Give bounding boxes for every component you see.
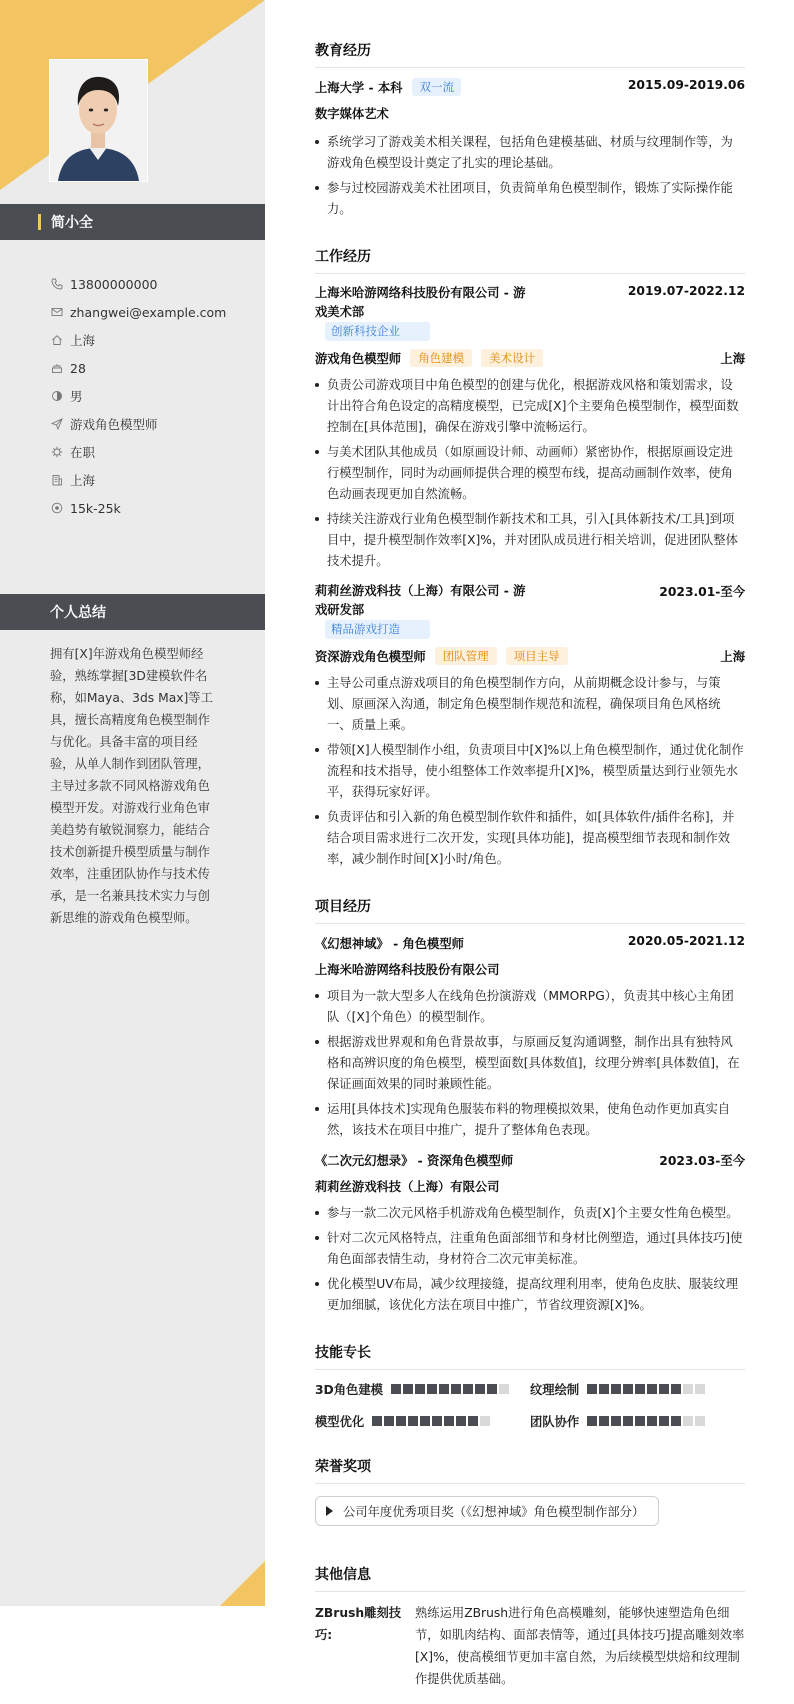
- skill-tag: 美术设计: [481, 349, 543, 367]
- project-name: 《幻想神域》 - 角色模型师: [315, 937, 464, 951]
- skill-level-bar: [391, 1384, 509, 1394]
- other-item: [315, 1602, 745, 1690]
- job-location: 上海: [720, 650, 745, 664]
- job-date: 2023.01-至今: [659, 585, 745, 599]
- skill-level-bar: [587, 1416, 705, 1426]
- skill-block-filled: [403, 1384, 413, 1394]
- skill-block-empty: [499, 1384, 509, 1394]
- project-header: [315, 1151, 745, 1169]
- salary-icon: [50, 501, 64, 515]
- main-content: [315, 28, 745, 1704]
- contact-location: [50, 326, 260, 354]
- skill-block-filled: [623, 1384, 633, 1394]
- role-row: [315, 349, 745, 367]
- education-bullets: [315, 132, 745, 220]
- list-item: 参与过校园游戏美术社团项目，负责简单角色模型制作，锻炼了实际操作能力。: [315, 178, 745, 220]
- home-icon: [50, 333, 64, 347]
- contact-status: [50, 438, 260, 466]
- list-item: 持续关注游戏行业角色模型制作新技术和工具，引入[具体新技术/工具]到项目中，提升模型制作效率[X]%，并对团队成员进行相关培训，促进团队整体技术提升。: [315, 509, 745, 572]
- skill-block-filled: [451, 1384, 461, 1394]
- list-item: 参与一款二次元风格手机游戏角色模型制作，负责[X]个主要女性角色模型。: [315, 1203, 745, 1224]
- skill-name: 3D角色建模: [315, 1383, 383, 1397]
- project-bullets: [315, 986, 745, 1141]
- skill-block-filled: [372, 1416, 382, 1426]
- phone-icon: [50, 277, 64, 291]
- skill-block-filled: [623, 1416, 633, 1426]
- accent-mark: [38, 214, 41, 230]
- list-item: 主导公司重点游戏项目的角色模型制作方向，从前期概念设计参与，与策划、原画深入沟通，制定角色模型制作规范和流程，确保项目角色风格统一、质量上乘。: [315, 673, 745, 736]
- skill-block-empty: [683, 1416, 693, 1426]
- list-item: 系统学习了游戏美术相关课程，包括角色建模基础、材质与纹理制作等，为游戏角色模型设计奠定了扎实的理论基础。: [315, 132, 745, 174]
- work-section: [315, 234, 745, 870]
- contact-text: 男: [70, 389, 83, 404]
- skill-item: [530, 1412, 745, 1430]
- skill-tag: 团队管理: [435, 647, 497, 665]
- other-key: ZBrush雕刻技巧:: [315, 1606, 402, 1642]
- skill-block-empty: [695, 1384, 705, 1394]
- list-item: 与美术团队其他成员（如原画设计师、动画师）紧密协作，根据原画设定进行模型制作，同时为动画师提供合理的模型布线，提高动画制作效率，使角色动画表现更加自然流畅。: [315, 442, 745, 505]
- skill-block-filled: [444, 1416, 454, 1426]
- skill-block-filled: [659, 1384, 669, 1394]
- contact-gender: [50, 382, 260, 410]
- education-date: 2015.09-2019.06: [627, 78, 745, 92]
- other-section: [315, 1552, 745, 1690]
- project-company: 上海米哈游网络科技股份有限公司: [315, 963, 500, 977]
- project-name: 《二次元幻想录》 - 资深角色模型师: [315, 1154, 514, 1168]
- skill-block-filled: [671, 1384, 681, 1394]
- skill-item: [315, 1412, 530, 1430]
- projects-section: [315, 884, 745, 1316]
- contact-position: [50, 410, 260, 438]
- skill-block-filled: [647, 1384, 657, 1394]
- job-entry: [315, 582, 745, 870]
- contact-email: [50, 298, 260, 326]
- section-title: 教育经历: [315, 28, 745, 68]
- skill-item: [530, 1380, 745, 1398]
- company-name: 上海米哈游网络科技股份有限公司 - 游戏美术部: [315, 286, 526, 319]
- skills-grid: [315, 1380, 745, 1430]
- skill-block-filled: [396, 1416, 406, 1426]
- candidate-name: 简小全: [51, 215, 93, 231]
- list-item: 针对二次元风格特点，注重角色面部细节和身材比例塑造，通过[具体技巧]使角色面部表情生动，身材符合二次元审美标准。: [315, 1228, 745, 1270]
- skill-level-bar: [372, 1416, 490, 1426]
- job-entry: [315, 284, 745, 572]
- skill-block-filled: [475, 1384, 485, 1394]
- skill-block-filled: [408, 1416, 418, 1426]
- awards-section: [315, 1444, 745, 1538]
- job-role: 游戏角色模型师: [315, 352, 402, 366]
- role-row: [315, 647, 745, 665]
- contact-text: 游戏角色模型师: [70, 417, 158, 432]
- project-entry: [315, 1151, 745, 1316]
- list-item: 负责评估和引入新的角色模型制作软件和插件，如[具体软件/插件名称]，并结合项目需求进行二次开发，实现[具体功能]，提高模型细节表现和制作效率，减少制作时间[X]小时/角色。: [315, 807, 745, 870]
- contact-salary: [50, 494, 260, 522]
- play-icon: [326, 1506, 333, 1516]
- skills-section: [315, 1330, 745, 1430]
- list-item: 项目为一款大型多人在线角色扮演游戏（MMORPG），负责其中核心主角团队（[X]个角色）的模型制作。: [315, 986, 745, 1028]
- school-name: 上海大学 - 本科: [315, 81, 403, 95]
- list-item: 运用[具体技术]实现角色服装布料的物理模拟效果，使角色动作更加真实自然，该技术在项目中推广，提升了整体角色表现。: [315, 1099, 745, 1141]
- skill-block-filled: [635, 1384, 645, 1394]
- skill-block-filled: [468, 1416, 478, 1426]
- list-item: 优化模型UV布局，减少纹理接缝，提高纹理利用率，使角色皮肤、服装纹理更加细腻，该优化方法在项目中推广，节省纹理资源[X]%。: [315, 1274, 745, 1316]
- contact-city: [50, 466, 260, 494]
- skill-block-filled: [391, 1384, 401, 1394]
- skill-tag: 项目主导: [506, 647, 568, 665]
- project-entry: [315, 934, 745, 1141]
- skill-block-filled: [463, 1384, 473, 1394]
- project-date: 2020.05-2021.12: [627, 934, 745, 948]
- skill-block-filled: [611, 1416, 621, 1426]
- section-title: 工作经历: [315, 234, 745, 274]
- section-title: 项目经历: [315, 884, 745, 924]
- skill-block-filled: [439, 1384, 449, 1394]
- contact-text: 上海: [70, 473, 96, 488]
- contact-text: 28: [70, 360, 86, 376]
- skill-block-filled: [432, 1416, 442, 1426]
- section-title: 其他信息: [315, 1552, 745, 1592]
- company-tag: 创新科技企业: [325, 322, 430, 341]
- skill-block-filled: [635, 1416, 645, 1426]
- company-tag: 精品游戏打造: [325, 620, 430, 639]
- contact-text: 15k-25k: [70, 500, 121, 516]
- summary-text: 拥有[X]年游戏角色模型师经验，熟练掌握[3D建模软件名称，如Maya、3ds Max]等工具，擅长高精度角色模型制作与优化。具备丰富的项目经验，从单人制作到团队管理，主导过多款不同风格游戏角色模型开发。对游戏行业角色审美趋势有敏锐洞察力，能结合技术创新提升模型质量与制作效率，注重团队协作与技术传承，是一名兼具技术实力与创新思维的游戏角色模型师。: [50, 647, 213, 925]
- skill-block-filled: [420, 1416, 430, 1426]
- skill-block-empty: [695, 1416, 705, 1426]
- list-item: 根据游戏世界观和角色背景故事，与原画反复沟通调整，制作出具有独特风格和高辨识度的角色模型，模型面数[具体数值]，纹理分辨率[具体数值]，在保证画面效果的同时兼顾性能。: [315, 1032, 745, 1095]
- project-company: 莉莉丝游戏科技（上海）有限公司: [315, 1180, 500, 1194]
- contact-phone: [50, 270, 260, 298]
- job-date: 2019.07-2022.12: [627, 284, 745, 298]
- skill-block-empty: [683, 1384, 693, 1394]
- skill-block-filled: [659, 1416, 669, 1426]
- school-tag: 双一流: [412, 78, 461, 96]
- name-bar: [0, 204, 265, 240]
- section-title: 技能专长: [315, 1330, 745, 1370]
- status-icon: [50, 445, 64, 459]
- company-name: 莉莉丝游戏科技（上海）有限公司 - 游戏研发部: [315, 584, 526, 617]
- education-header: [315, 78, 745, 96]
- skill-block-filled: [671, 1416, 681, 1426]
- skill-name: 纹理绘制: [530, 1383, 580, 1397]
- skill-block-filled: [587, 1384, 597, 1394]
- sidebar: [0, 0, 265, 1606]
- job-bullets: [315, 673, 745, 870]
- skill-block-filled: [427, 1384, 437, 1394]
- project-bullets: [315, 1203, 745, 1316]
- cake-icon: [50, 361, 64, 375]
- contact-text: zhangwei@example.com: [70, 304, 227, 320]
- contact-list: [50, 270, 260, 522]
- major: 数字媒体艺术: [315, 107, 389, 121]
- skill-block-filled: [599, 1384, 609, 1394]
- skill-block-filled: [415, 1384, 425, 1394]
- job-location: 上海: [720, 352, 745, 366]
- avatar: [49, 59, 148, 182]
- project-date: 2023.03-至今: [659, 1154, 745, 1168]
- decorative-corner-bottom: [220, 1561, 265, 1606]
- send-icon: [50, 417, 64, 431]
- skill-block-filled: [487, 1384, 497, 1394]
- list-item: 负责公司游戏项目中角色模型的创建与优化，根据游戏风格和策划需求，设计出符合角色设定的高精度模型，已完成[X]个主要角色模型制作，模型面数控制在[具体范围]，确保在游戏引擎中流畅运行。: [315, 375, 745, 438]
- skill-block-filled: [456, 1416, 466, 1426]
- contact-text: 13800000000: [70, 276, 158, 292]
- skill-block-filled: [647, 1416, 657, 1426]
- education-section: [315, 28, 745, 220]
- contact-age: [50, 354, 260, 382]
- skill-name: 团队协作: [530, 1415, 580, 1429]
- skill-item: [315, 1380, 530, 1398]
- skill-block-filled: [587, 1416, 597, 1426]
- section-title: 荣誉奖项: [315, 1444, 745, 1484]
- award-text: 公司年度优秀项目奖（《幻想神域》角色模型制作部分）: [343, 1505, 645, 1519]
- skill-block-empty: [480, 1416, 490, 1426]
- gender-icon: [50, 389, 64, 403]
- job-bullets: [315, 375, 745, 572]
- list-item: 带领[X]人模型制作小组，负责项目中[X]%以上角色模型制作，通过优化制作流程和技术指导，使小组整体工作效率提升[X]%，模型质量达到行业领先水平，获得玩家好评。: [315, 740, 745, 803]
- building-icon: [50, 473, 64, 487]
- job-header: [315, 582, 745, 639]
- skill-block-filled: [611, 1384, 621, 1394]
- skill-block-filled: [599, 1416, 609, 1426]
- job-header: [315, 284, 745, 341]
- project-header: [315, 934, 745, 952]
- contact-text: 在职: [70, 445, 96, 460]
- skill-level-bar: [587, 1384, 705, 1394]
- skill-tag: 角色建模: [410, 349, 472, 367]
- skill-name: 模型优化: [315, 1415, 365, 1429]
- mail-icon: [50, 305, 64, 319]
- other-value: 熟练运用ZBrush进行角色高模雕刻，能够快速塑造角色细节，如肌肉结构、面部表情等，通过[具体技巧]提高雕刻效率[X]%，使高模细节更加丰富自然，为后续模型烘焙和纹理制作提供优质基础。: [415, 1606, 745, 1686]
- contact-text: 上海: [70, 333, 96, 348]
- award-item[interactable]: [315, 1496, 659, 1526]
- skill-block-filled: [384, 1416, 394, 1426]
- job-role: 资深游戏角色模型师: [315, 650, 426, 664]
- summary-header: [0, 594, 265, 630]
- summary-title: 个人总结: [50, 605, 106, 621]
